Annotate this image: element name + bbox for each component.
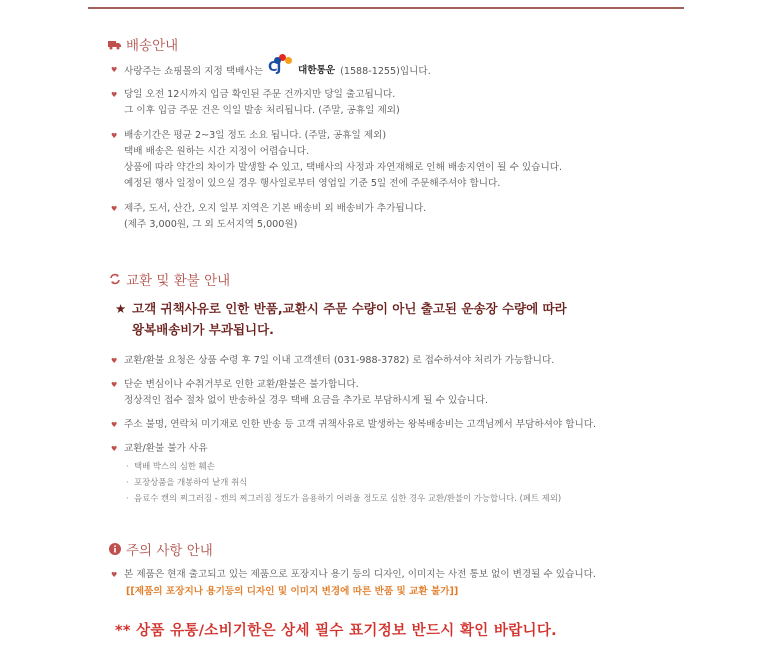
carrier-text-post: (1588-1255)입니다.: [340, 66, 431, 77]
cj-logo-text: CJ: [267, 60, 281, 75]
notice-line: 고객 귀책사유로 인한 반품,교환시 주문 수량이 아닌 출고된 운송장 수량에 따라: [132, 301, 567, 316]
list-line: 정상적인 접수 절차 없이 반송하실 경우 택배 요금을 추가로 부담하시게 될 수 있습니다.: [124, 395, 489, 406]
shipping-island-item: [108, 201, 562, 233]
list-line: 예정된 행사 일정이 있으실 경우 행사일로부터 영업일 기준 5일 전에 주문해주셔야 합니다.: [124, 178, 501, 189]
carrier-text-pre: 사랑주는 쇼핑몰의 지정 택배사는: [124, 66, 263, 77]
cj-logo-name: 대한통운: [297, 65, 336, 76]
nonreturn-title: 교환/환불 불가 사유: [124, 443, 208, 454]
shipping-same-day-item: [108, 87, 562, 119]
info-icon: [108, 543, 121, 556]
expiry-date-notice: ** 상품 유통/소비기한은 상세 필수 표기정보 반드시 확인 바랍니다.: [115, 623, 557, 639]
exchange-no-change-item: [108, 377, 596, 409]
shipping-title: [108, 34, 562, 54]
exchange-list: [108, 353, 596, 506]
exchange-title: [108, 269, 230, 289]
cj-logo: [268, 62, 335, 80]
list-line: 상품에 따라 약간의 차이가 발생할 수 있고, 택배사의 사정과 자연재해로 인해 배송지연이 될 수 있습니다.: [124, 162, 563, 173]
list-line: 주소 불명, 연락처 미기재로 인한 반송 등 고객 귀책사유로 발생하는 왕복배송비는 고객님께서 부담하셔야 합니다.: [124, 419, 597, 430]
star-icon: ★: [115, 301, 127, 316]
list-line: 배송기간은 평균 2~3일 정도 소요 됩니다. (주말, 공휴일 제외): [124, 130, 387, 141]
notice-line: 왕복배송비가 부과됩니다.: [132, 322, 274, 337]
refresh-icon: [108, 273, 121, 286]
truck-icon: [108, 38, 121, 51]
caution-title-text: 주의 사항 안내: [126, 543, 213, 559]
list-line: 본 제품은 현재 출고되고 있는 제품으로 포장지나 용기 등의 디자인, 이미지는 사전 통보 없이 변경될 수 있습니다.: [124, 569, 596, 580]
list-line: 당일 오전 12시까지 입금 확인된 주문 건까지만 당일 출고됩니다.: [124, 89, 396, 100]
cj-logo-mark: [268, 54, 297, 80]
shipping-period-item: [108, 128, 562, 192]
shipping-carrier-item: [108, 62, 562, 80]
list-line: (제주 3,000원, 그 외 도서지역 5,000원): [124, 219, 298, 230]
shipping-title-text: 배송안내: [126, 38, 179, 54]
list-line: 택배 배송은 원하는 시간 지정이 어렵습니다.: [124, 146, 310, 157]
exchange-address-item: [108, 417, 596, 433]
nonreturn-reason: · 음료수 캔의 찌그러짐 - 캔의 찌그러짐 정도가 음용하기 어려울 정도로 심한 경우 교환/환불이 가능합니다. (페트 제외): [124, 490, 596, 506]
list-line: 단순 변심이나 수취거부로 인한 교환/환불은 불가합니다.: [124, 379, 359, 390]
round-trip-fee-notice: [115, 298, 567, 340]
nonreturn-reason: · 포장상품을 개봉하여 낱개 취식: [124, 474, 596, 490]
list-line: 그 이후 입금 주문 건은 익일 발송 처리됩니다. (주말, 공휴일 제외): [124, 105, 400, 116]
list-line: 제주, 도서, 산간, 오지 일부 지역은 기본 배송비 외 배송비가 추가됩니다.: [124, 203, 427, 214]
exchange-nonreturn-item: [108, 441, 596, 506]
nonreturn-reason: · 택배 박스의 심한 훼손: [124, 458, 596, 474]
exchange-title-text: 교환 및 환불 안내: [126, 273, 231, 289]
caution-section: [108, 539, 596, 601]
top-divider: [88, 7, 684, 9]
exchange-section: [108, 269, 230, 289]
list-line: 교환/환불 요청은 상품 수령 후 7일 이내 고객센터 (031-988-3782) 로 접수하셔야 처리가 가능합니다.: [124, 355, 555, 366]
no-return-design-note: [[제품의 포장지나 용기등의 디자인 및 이미지 변경에 따른 반품 및 교환 불가]]: [126, 586, 459, 597]
shipping-section: [108, 34, 562, 233]
exchange-request-item: [108, 353, 596, 369]
caution-design-item: [108, 567, 596, 583]
caution-title: [108, 539, 596, 559]
